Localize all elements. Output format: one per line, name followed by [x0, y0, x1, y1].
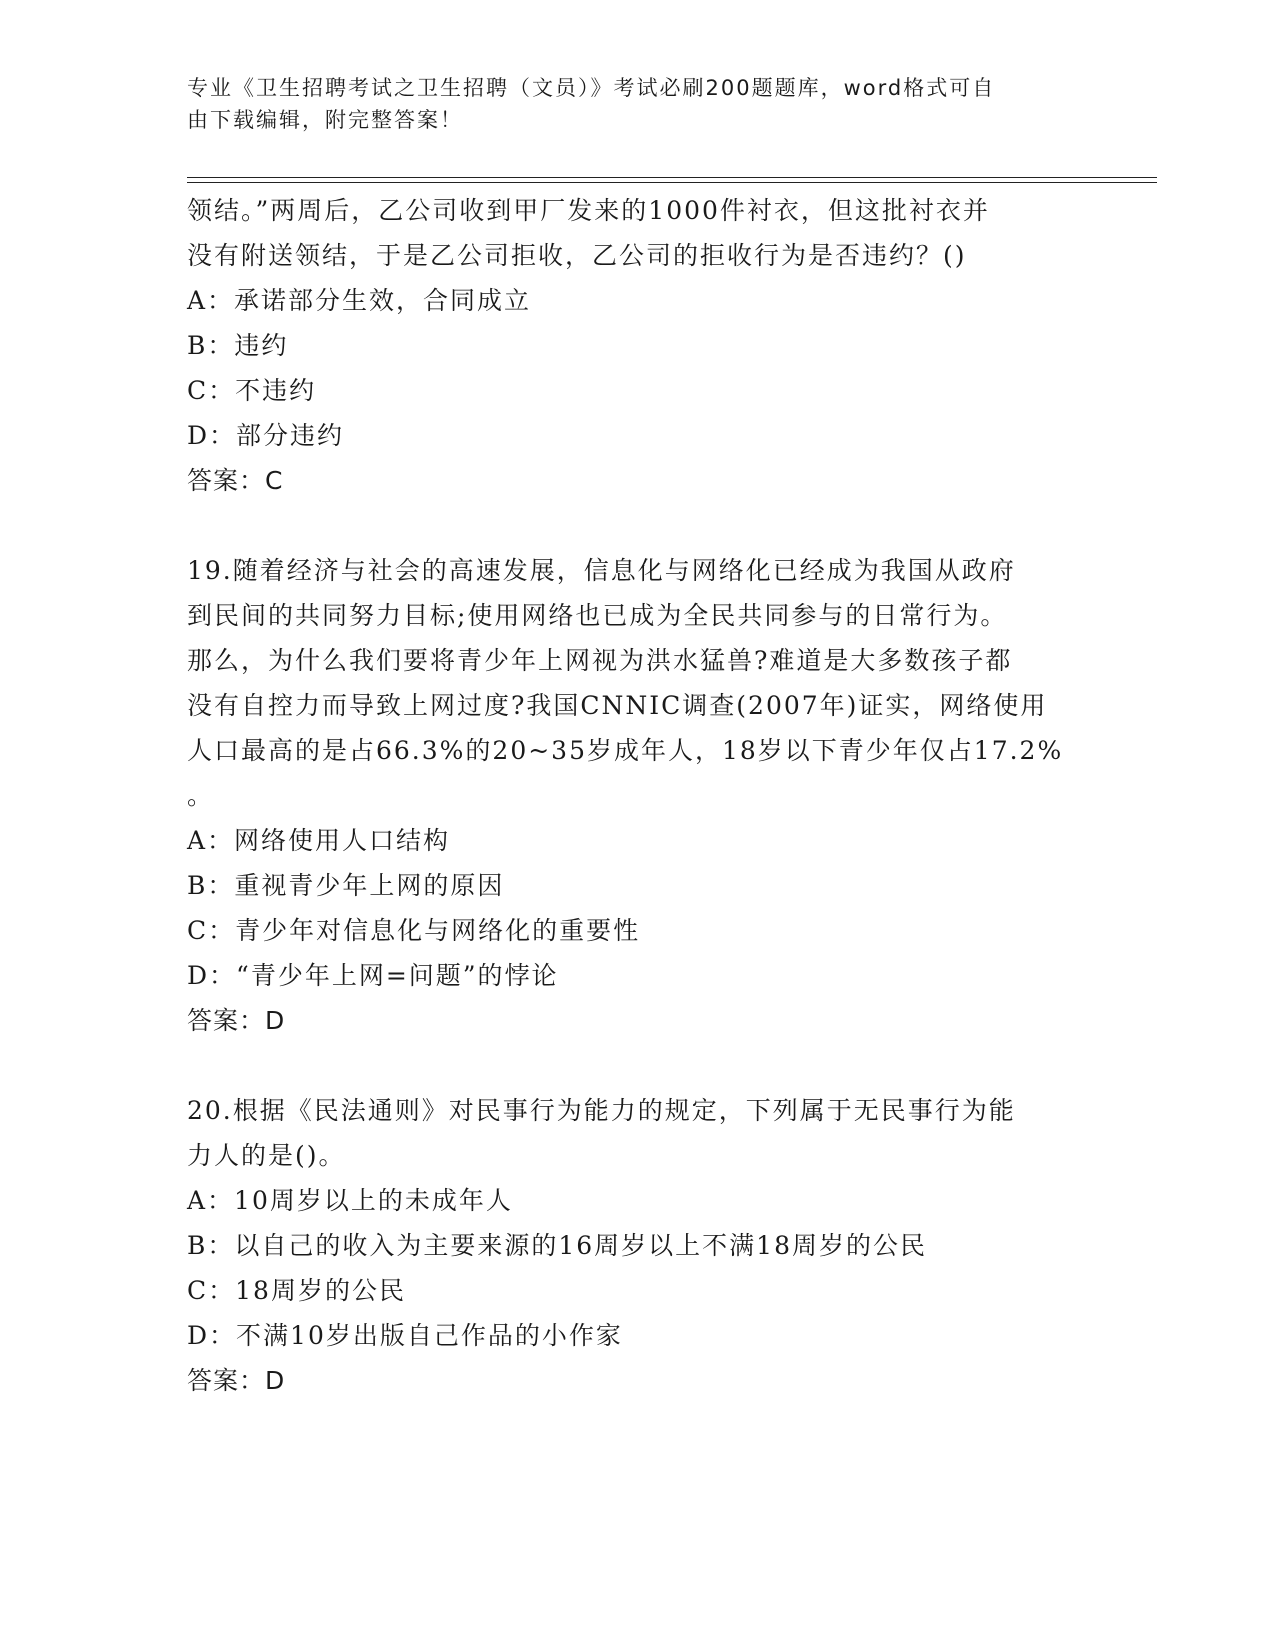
header-title-line-1: 专业《卫生招聘考试之卫生招聘（文员）》考试必刷200题题库，word格式可自 [187, 76, 996, 100]
header-title-line-2: 由下载编辑，附完整答案！ [187, 108, 463, 132]
question-spacer [187, 1043, 1087, 1088]
question-20-option-a: A：10周岁以上的未成年人 [187, 1186, 513, 1215]
question-19-text-line-6: 。 [187, 781, 215, 810]
question-20-text-line-1: 20.根据《民法通则》对民事行为能力的规定，下列属于无民事行为能 [187, 1096, 1016, 1125]
question-19-answer: 答案：D [187, 1006, 286, 1035]
question-18-text-line-1: 领结。”两周后，乙公司收到甲厂发来的1000件衬衣，但这批衬衣并 [187, 196, 990, 225]
question-content [187, 188, 1087, 1403]
question-19-text-line-1: 19.随着经济与社会的高速发展，信息化与网络化已经成为我国从政府 [187, 556, 1016, 585]
question-18-option-c: C：不违约 [187, 376, 317, 405]
question-20-option-b: B：以自己的收入为主要来源的16周岁以上不满18周岁的公民 [187, 1231, 927, 1260]
header-divider-bottom [187, 182, 1157, 183]
question-19-option-d: D：“青少年上网=问题”的悖论 [187, 961, 559, 990]
page-header [187, 72, 1067, 136]
question-18-option-a: A：承诺部分生效，合同成立 [187, 286, 532, 315]
question-19-option-a: A：网络使用人口结构 [187, 826, 451, 855]
question-18-option-b: B：违约 [187, 331, 289, 360]
header-divider-top [187, 177, 1157, 178]
question-18-text-line-2: 没有附送领结，于是乙公司拒收，乙公司的拒收行为是否违约？() [187, 241, 967, 270]
question-18-answer: 答案：C [187, 466, 284, 495]
question-19-option-b: B：重视青少年上网的原因 [187, 871, 505, 900]
question-20-block [187, 1088, 1087, 1403]
question-20-option-d: D：不满10岁出版自己作品的小作家 [187, 1321, 623, 1350]
question-19-block [187, 548, 1087, 1043]
question-19-option-c: C：青少年对信息化与网络化的重要性 [187, 916, 641, 945]
question-19-text-line-5: 人口最高的是占66.3%的20~35岁成年人，18岁以下青少年仅占17.2% [187, 736, 1064, 765]
question-19-text-line-4: 没有自控力而导致上网过度?我国CNNIC调查(2007年)证实，网络使用 [187, 691, 1048, 720]
question-spacer [187, 503, 1087, 548]
question-20-option-c: C：18周岁的公民 [187, 1276, 406, 1305]
question-19-text-line-3: 那么，为什么我们要将青少年上网视为洪水猛兽?难道是大多数孩子都 [187, 646, 1013, 675]
question-18-block [187, 188, 1087, 503]
question-20-text-line-2: 力人的是()。 [187, 1141, 346, 1170]
question-19-text-line-2: 到民间的共同努力目标;使用网络也已成为全民共同参与的日常行为。 [187, 601, 1008, 630]
question-20-answer: 答案：D [187, 1366, 286, 1395]
question-18-option-d: D：部分违约 [187, 421, 345, 450]
